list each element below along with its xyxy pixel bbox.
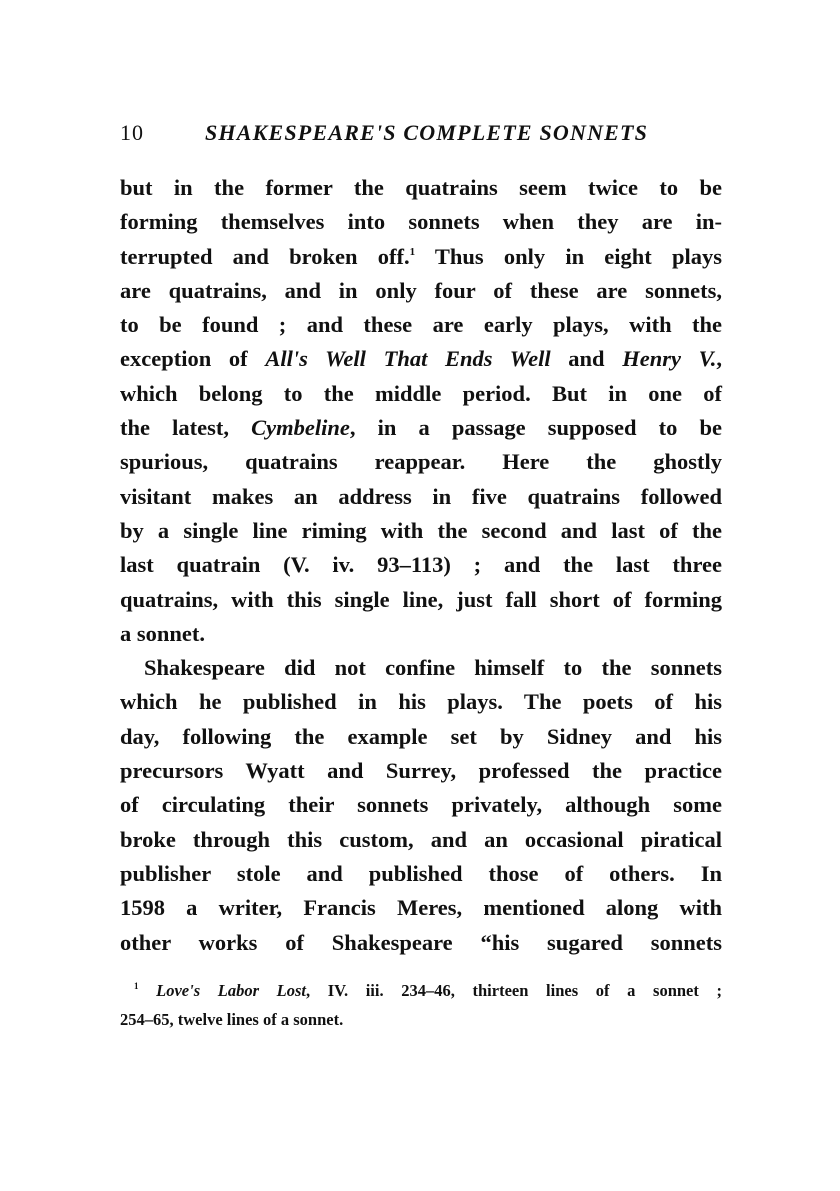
text-segment: and xyxy=(550,346,623,372)
text-segment: Thus only in eight plays xyxy=(415,243,723,269)
text-line xyxy=(120,754,722,788)
text-line xyxy=(120,480,722,514)
page-number: 10 xyxy=(120,120,144,145)
play-title: Cymbeline xyxy=(251,415,350,441)
text-line xyxy=(120,926,722,960)
text-segment: the latest, xyxy=(120,415,252,441)
text-segment: but in the former the quatrains seem twice to be xyxy=(120,175,722,200)
footnote-marker: 1 xyxy=(134,981,139,991)
text-line xyxy=(120,171,722,205)
play-title: Love's Labor Lost xyxy=(156,981,306,1000)
text-line xyxy=(120,240,722,274)
text-segment: 1598 a writer, Francis Meres, mentioned along with xyxy=(120,895,722,921)
text-segment: precursors Wyatt and Surrey, professed the practice xyxy=(120,758,722,784)
text-segment: , IV. iii. 234–46, thirteen lines of a sonnet ; xyxy=(305,981,722,1000)
text-line xyxy=(120,720,722,754)
text-segment: last quatrain (V. iv. 93–113) ; and the last three xyxy=(120,552,722,578)
text-line xyxy=(120,823,722,857)
play-title: Henry V. xyxy=(622,346,717,372)
play-title: All's Well That Ends Well xyxy=(265,346,551,372)
text-segment: quatrains, with this single line, just fall short of forming xyxy=(120,586,722,612)
text-line xyxy=(120,788,722,822)
text-line xyxy=(120,548,722,582)
text-segment: of circulating their sonnets privately, although some xyxy=(120,792,722,818)
text-segment: by a single line riming with the second and last of the xyxy=(120,517,722,543)
text-line xyxy=(120,617,722,651)
text-line xyxy=(120,274,722,308)
text-line xyxy=(120,411,722,445)
footnote-line: 254–65, twelve lines of a sonnet. xyxy=(120,1010,344,1029)
text-segment: a sonnet. xyxy=(120,620,206,646)
text-segment: spurious, quatrains reappear. Here the ghostly xyxy=(120,449,722,475)
text-line xyxy=(120,685,722,719)
text-segment: to be found ; and these are early plays, with the xyxy=(120,312,722,338)
text-segment: day, following the example set by Sidney and his xyxy=(120,723,722,749)
text-line xyxy=(120,857,722,891)
text-line xyxy=(120,445,722,479)
text-segment: exception of xyxy=(120,346,266,372)
text-line xyxy=(120,891,722,925)
running-head xyxy=(120,118,720,148)
text-segment: which he published in his plays. The poets of his xyxy=(120,689,722,715)
text-segment: are quatrains, and in only four of these are sonnets, xyxy=(120,277,722,303)
text-line xyxy=(120,342,722,376)
text-segment: terrupted and broken off. xyxy=(120,243,410,269)
text-line xyxy=(120,308,722,342)
footnote-line xyxy=(120,976,722,1005)
text-line xyxy=(120,514,722,548)
footnote-reference: 1 xyxy=(409,245,416,258)
text-segment: broke through this custom, and an occasional piratical xyxy=(120,826,722,852)
running-title: SHAKESPEARE'S COMPLETE SONNETS xyxy=(205,120,649,145)
text-segment: visitant makes an address in five quatrains followed xyxy=(120,483,722,509)
text-line xyxy=(120,377,722,411)
text-line xyxy=(120,651,722,685)
text-segment: which belong to the middle period. But in one of xyxy=(120,380,722,406)
text-segment: other works of Shakespeare “his sugared sonnets xyxy=(120,929,722,955)
text-segment: , xyxy=(716,346,723,372)
text-segment: forming themselves into sonnets when they are in- xyxy=(120,209,722,235)
body-text xyxy=(120,171,722,960)
footnote xyxy=(120,976,722,1034)
text-line xyxy=(120,583,722,617)
text-segment: Shakespeare did not confine himself to the sonnets xyxy=(144,655,722,681)
text-line xyxy=(120,205,722,239)
text-segment: , in a passage supposed to be xyxy=(349,415,722,441)
text-segment: publisher stole and published those of others. In xyxy=(120,860,722,886)
